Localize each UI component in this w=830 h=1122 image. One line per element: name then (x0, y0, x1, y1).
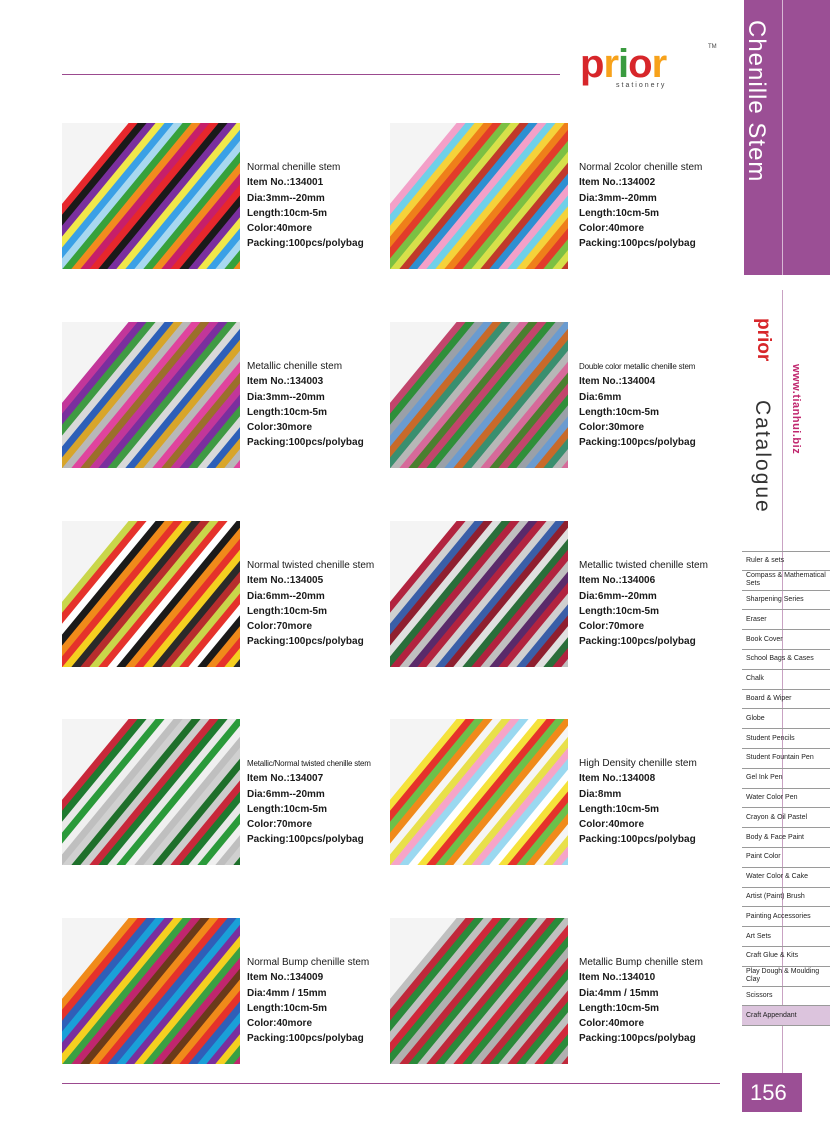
length: Length:10cm-5m (579, 803, 660, 815)
chenille-stems-illustration (390, 719, 568, 865)
product-photo (390, 918, 568, 1064)
packing: Packing:100pcs/polybag (247, 1033, 364, 1045)
color-count: Color:40more (579, 819, 645, 831)
packing: Packing:100pcs/polybag (579, 834, 696, 846)
category-item[interactable]: Water Color & Cake (742, 868, 830, 888)
category-item[interactable]: Painting Accessories (742, 907, 830, 927)
category-item[interactable]: Body & Face Paint (742, 828, 830, 848)
length: Length:10cm-5m (579, 1002, 660, 1014)
bottom-rule (62, 1083, 720, 1084)
category-item[interactable]: Book Cover (742, 630, 830, 650)
chenille-stems-illustration (390, 521, 568, 667)
section-title (742, 20, 786, 270)
product-specs (579, 558, 708, 650)
category-item[interactable]: Ruler & sets (742, 551, 830, 571)
category-item[interactable]: Sharpening Series (742, 591, 830, 611)
category-item[interactable]: Water Color Pen (742, 789, 830, 809)
item-number: Item No.:134002 (579, 177, 656, 189)
product-photo (390, 123, 568, 269)
packing: Packing:100pcs/polybag (247, 834, 364, 846)
color-count: Color:70more (247, 621, 313, 633)
category-item[interactable]: Craft Glue & Kits (742, 947, 830, 967)
sidebar-logo-text: prior (753, 318, 774, 362)
sidebar-logo (752, 318, 774, 378)
diameter: Dia:6mm--20mm (247, 590, 325, 602)
section-title-text: Chenille Stem (743, 20, 770, 183)
product-name: Normal Bump chenille stem (247, 957, 370, 968)
logo-subtitle: stationery (616, 82, 667, 89)
product-name: Metallic Bump chenille stem (579, 957, 703, 968)
category-item[interactable]: Art Sets (742, 927, 830, 947)
diameter: Dia:3mm--20mm (247, 391, 325, 403)
packing: Packing:100pcs/polybag (247, 636, 364, 648)
color-count: Color:40more (579, 1018, 645, 1030)
packing: Packing:100pcs/polybag (247, 238, 364, 250)
website-link[interactable]: www.tianhui.biz (790, 364, 802, 455)
category-item[interactable]: Student Pencils (742, 729, 830, 749)
category-item[interactable]: Eraser (742, 610, 830, 630)
color-count: Color:30more (579, 422, 645, 434)
item-number: Item No.:134005 (247, 575, 324, 587)
color-count: Color:40more (247, 1018, 313, 1030)
product-photo (62, 322, 240, 468)
product-name: Double color metallic chenille stem (579, 362, 696, 371)
item-number: Item No.:134003 (247, 376, 324, 388)
packing: Packing:100pcs/polybag (579, 636, 696, 648)
product-specs (579, 359, 696, 451)
product-photo (390, 521, 568, 667)
length: Length:10cm-5m (579, 406, 660, 418)
logo-trademark: TM (708, 44, 717, 50)
product-name: Metallic/Normal twisted chenille stem (247, 759, 371, 768)
length: Length:10cm-5m (247, 406, 328, 418)
diameter: Dia:6mm--20mm (247, 788, 325, 800)
product-name: Metallic twisted chenille stem (579, 560, 708, 571)
diameter: Dia:4mm / 15mm (579, 987, 659, 999)
category-item[interactable]: School Bags & Cases (742, 650, 830, 670)
chenille-stems-illustration (62, 322, 240, 468)
category-item[interactable]: Artist (Paint) Brush (742, 888, 830, 908)
item-number: Item No.:134004 (579, 376, 656, 388)
product-photo (62, 918, 240, 1064)
product-photo (390, 322, 568, 468)
product-specs (247, 955, 369, 1047)
chenille-stems-illustration (390, 918, 568, 1064)
item-number: Item No.:134009 (247, 972, 324, 984)
diameter: Dia:3mm--20mm (579, 192, 657, 204)
chenille-stems-illustration (62, 521, 240, 667)
item-number: Item No.:134001 (247, 177, 324, 189)
diameter: Dia:4mm / 15mm (247, 987, 327, 999)
color-count: Color:70more (579, 621, 645, 633)
category-item[interactable]: Paint Color (742, 848, 830, 868)
diameter: Dia:8mm (579, 788, 622, 800)
category-item[interactable]: Crayon & Oil Pastel (742, 808, 830, 828)
color-count: Color:30more (247, 422, 313, 434)
color-count: Color:70more (247, 819, 313, 831)
color-count: Color:40more (247, 223, 313, 235)
catalogue-label: Catalogue (751, 400, 774, 514)
length: Length:10cm-5m (247, 1002, 328, 1014)
category-item[interactable]: Board & Wiper (742, 690, 830, 710)
brand-logo (580, 44, 715, 94)
length: Length:10cm-5m (247, 803, 328, 815)
product-photo (390, 719, 568, 865)
category-item[interactable]: Chalk (742, 670, 830, 690)
category-index (742, 551, 830, 1026)
chenille-stems-illustration (62, 719, 240, 865)
packing: Packing:100pcs/polybag (579, 238, 696, 250)
product-photo (62, 123, 240, 269)
diameter: Dia:3mm--20mm (247, 192, 325, 204)
product-name: Metallic chenille stem (247, 361, 343, 372)
item-number: Item No.:134008 (579, 773, 656, 785)
product-name: High Density chenille stem (579, 758, 697, 769)
product-specs (247, 756, 371, 848)
diameter: Dia:6mm--20mm (579, 590, 657, 602)
item-number: Item No.:134007 (247, 773, 324, 785)
logo-wordmark: prior (580, 42, 667, 86)
category-item[interactable]: Gel Ink Pen (742, 769, 830, 789)
length: Length:10cm-5m (247, 207, 328, 219)
product-photo (62, 521, 240, 667)
color-count: Color:40more (579, 223, 645, 235)
category-item[interactable]: Student Fountain Pen (742, 749, 830, 769)
packing: Packing:100pcs/polybag (579, 437, 696, 449)
top-rule (62, 74, 560, 75)
chenille-stems-illustration (390, 322, 568, 468)
category-item[interactable]: Globe (742, 709, 830, 729)
product-photo (62, 719, 240, 865)
category-item[interactable]: Scissors (742, 987, 830, 1007)
product-specs (247, 558, 374, 650)
item-number: Item No.:134010 (579, 972, 656, 984)
packing: Packing:100pcs/polybag (247, 437, 364, 449)
category-item[interactable]: Craft Appendant (742, 1006, 830, 1026)
length: Length:10cm-5m (579, 605, 660, 617)
chenille-stems-illustration (390, 123, 568, 269)
chenille-stems-illustration (62, 123, 240, 269)
item-number: Item No.:134006 (579, 575, 656, 587)
product-name: Normal twisted chenille stem (247, 560, 375, 571)
product-specs (247, 359, 364, 451)
product-specs (579, 160, 702, 252)
category-item[interactable]: Compass & Mathematical Sets (742, 571, 830, 591)
packing: Packing:100pcs/polybag (579, 1033, 696, 1045)
length: Length:10cm-5m (579, 207, 660, 219)
product-name: Normal chenille stem (247, 162, 341, 173)
product-specs (579, 955, 703, 1047)
product-specs (247, 160, 364, 252)
length: Length:10cm-5m (247, 605, 328, 617)
category-item[interactable]: Play Dough & Moulding Clay (742, 967, 830, 987)
product-name: Normal 2color chenille stem (579, 162, 703, 173)
page-number: 156 (742, 1073, 802, 1112)
product-specs (579, 756, 697, 848)
diameter: Dia:6mm (579, 391, 622, 403)
chenille-stems-illustration (62, 918, 240, 1064)
